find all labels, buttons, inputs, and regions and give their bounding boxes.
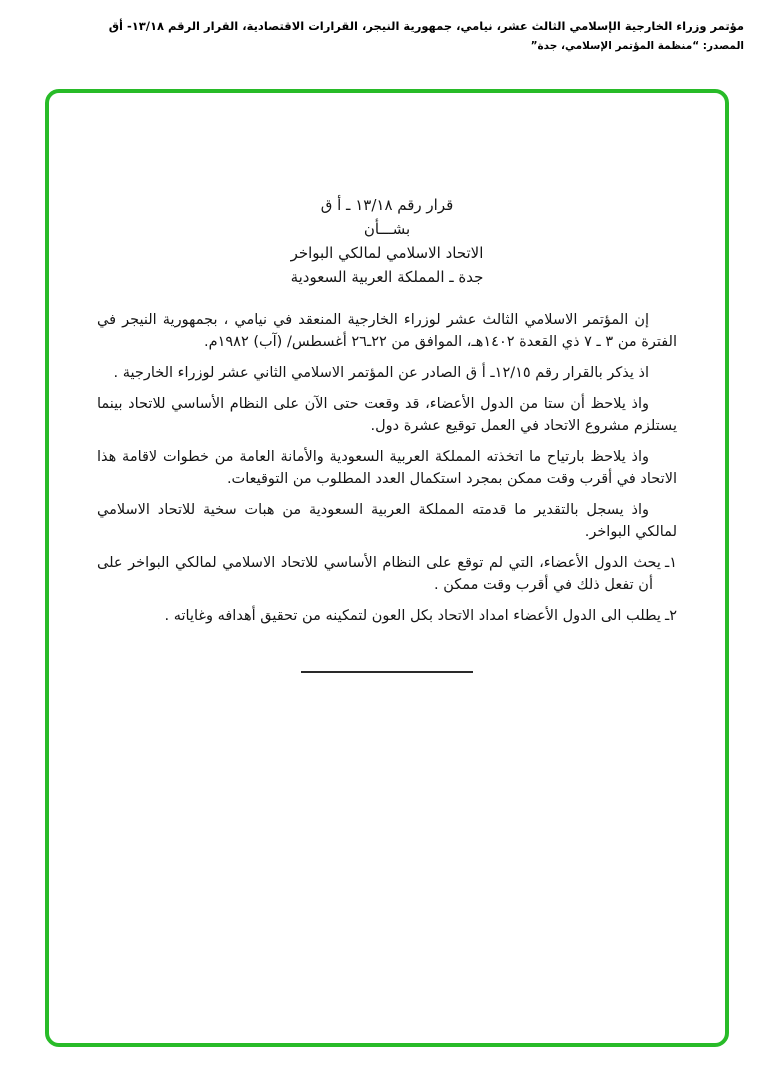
paragraph-noting-signatures: واذ يلاحظ أن ستا من الدول الأعضاء، قد وقعت حتى الآن على النظام الأساسي للاتحاد بينما يستلزم مشروع الاتحاد في العمل توقيع عشرة دول. [97,396,677,434]
title-resolution-number: قرار رقم ١٣/١٨ ـ أ ق [320,196,454,214]
title-concerning: بشـــأن [363,220,411,238]
list-item-2 [97,605,677,627]
list-item-1-text: يحث الدول الأعضاء، التي لم توقع على النظام الأساسي للاتحاد الاسلامي لمالكي البواخر على أن تفعل ذلك في أقرب وقت ممكن . [97,555,661,593]
list-item-1 [97,552,677,596]
header-line-1: مؤتمر وزراء الخارجية الإسلامي الثالث عشر، نيامي، جمهورية النيجر، القرارات الاقتصادية، القرار الرقم ١٣/١٨- أق [108,19,744,33]
list-item-2-text: يطلب الى الدول الأعضاء امداد الاتحاد بكل العون لتمكينه من تحقيق أهدافه وغاياته . [164,608,661,624]
paragraph-noting-steps: واذ يلاحظ بارتياح ما اتخذته المملكة العربية السعودية والأمانة العامة من خطوات لاقامة هذا الاتحاد في أقرب وقت ممكن بمجرد استكمال العدد المطلوب من التوقيعات. [97,449,677,487]
list-item-2-number: ٢ـ [664,608,677,624]
header-line-2: المصدر: “منظمة المؤتمر الإسلامي، جدة” [530,40,744,52]
title-location: جدة ـ المملكة العربية السعودية [290,268,484,286]
paragraph-recalling: اذ يذكر بالقرار رقم ١٢/١٥ـ أ ق الصادر عن المؤتمر الاسلامي الثاني عشر لوزراء الخارجية . [113,365,649,381]
title-subject: الاتحاد الاسلامي لمالكي البواخر [290,244,484,262]
document-body-area [49,93,725,673]
paragraph-preamble: إن المؤتمر الاسلامي الثالث عشر لوزراء الخارجية المنعقد في نيامي ، بجمهورية النيجر في الفترة من ٣ ـ ٧ ذي القعدة ١٤٠٢هـ، الموافق من ٢٢ـ٢٦ أغسطس/ (آب) ١٩٨٢م. [97,312,677,350]
document-header [24,18,744,54]
document-title-block [97,193,677,289]
list-item-1-number: ١ـ [664,555,677,571]
signature-divider-line [301,671,473,673]
green-annotation-box [45,89,729,1047]
paragraph-appreciation: واذ يسجل بالتقدير ما قدمته المملكة العربية السعودية من هبات سخية للاتحاد الاسلامي لمالكي البواخر. [97,502,677,540]
document-text [97,309,677,673]
